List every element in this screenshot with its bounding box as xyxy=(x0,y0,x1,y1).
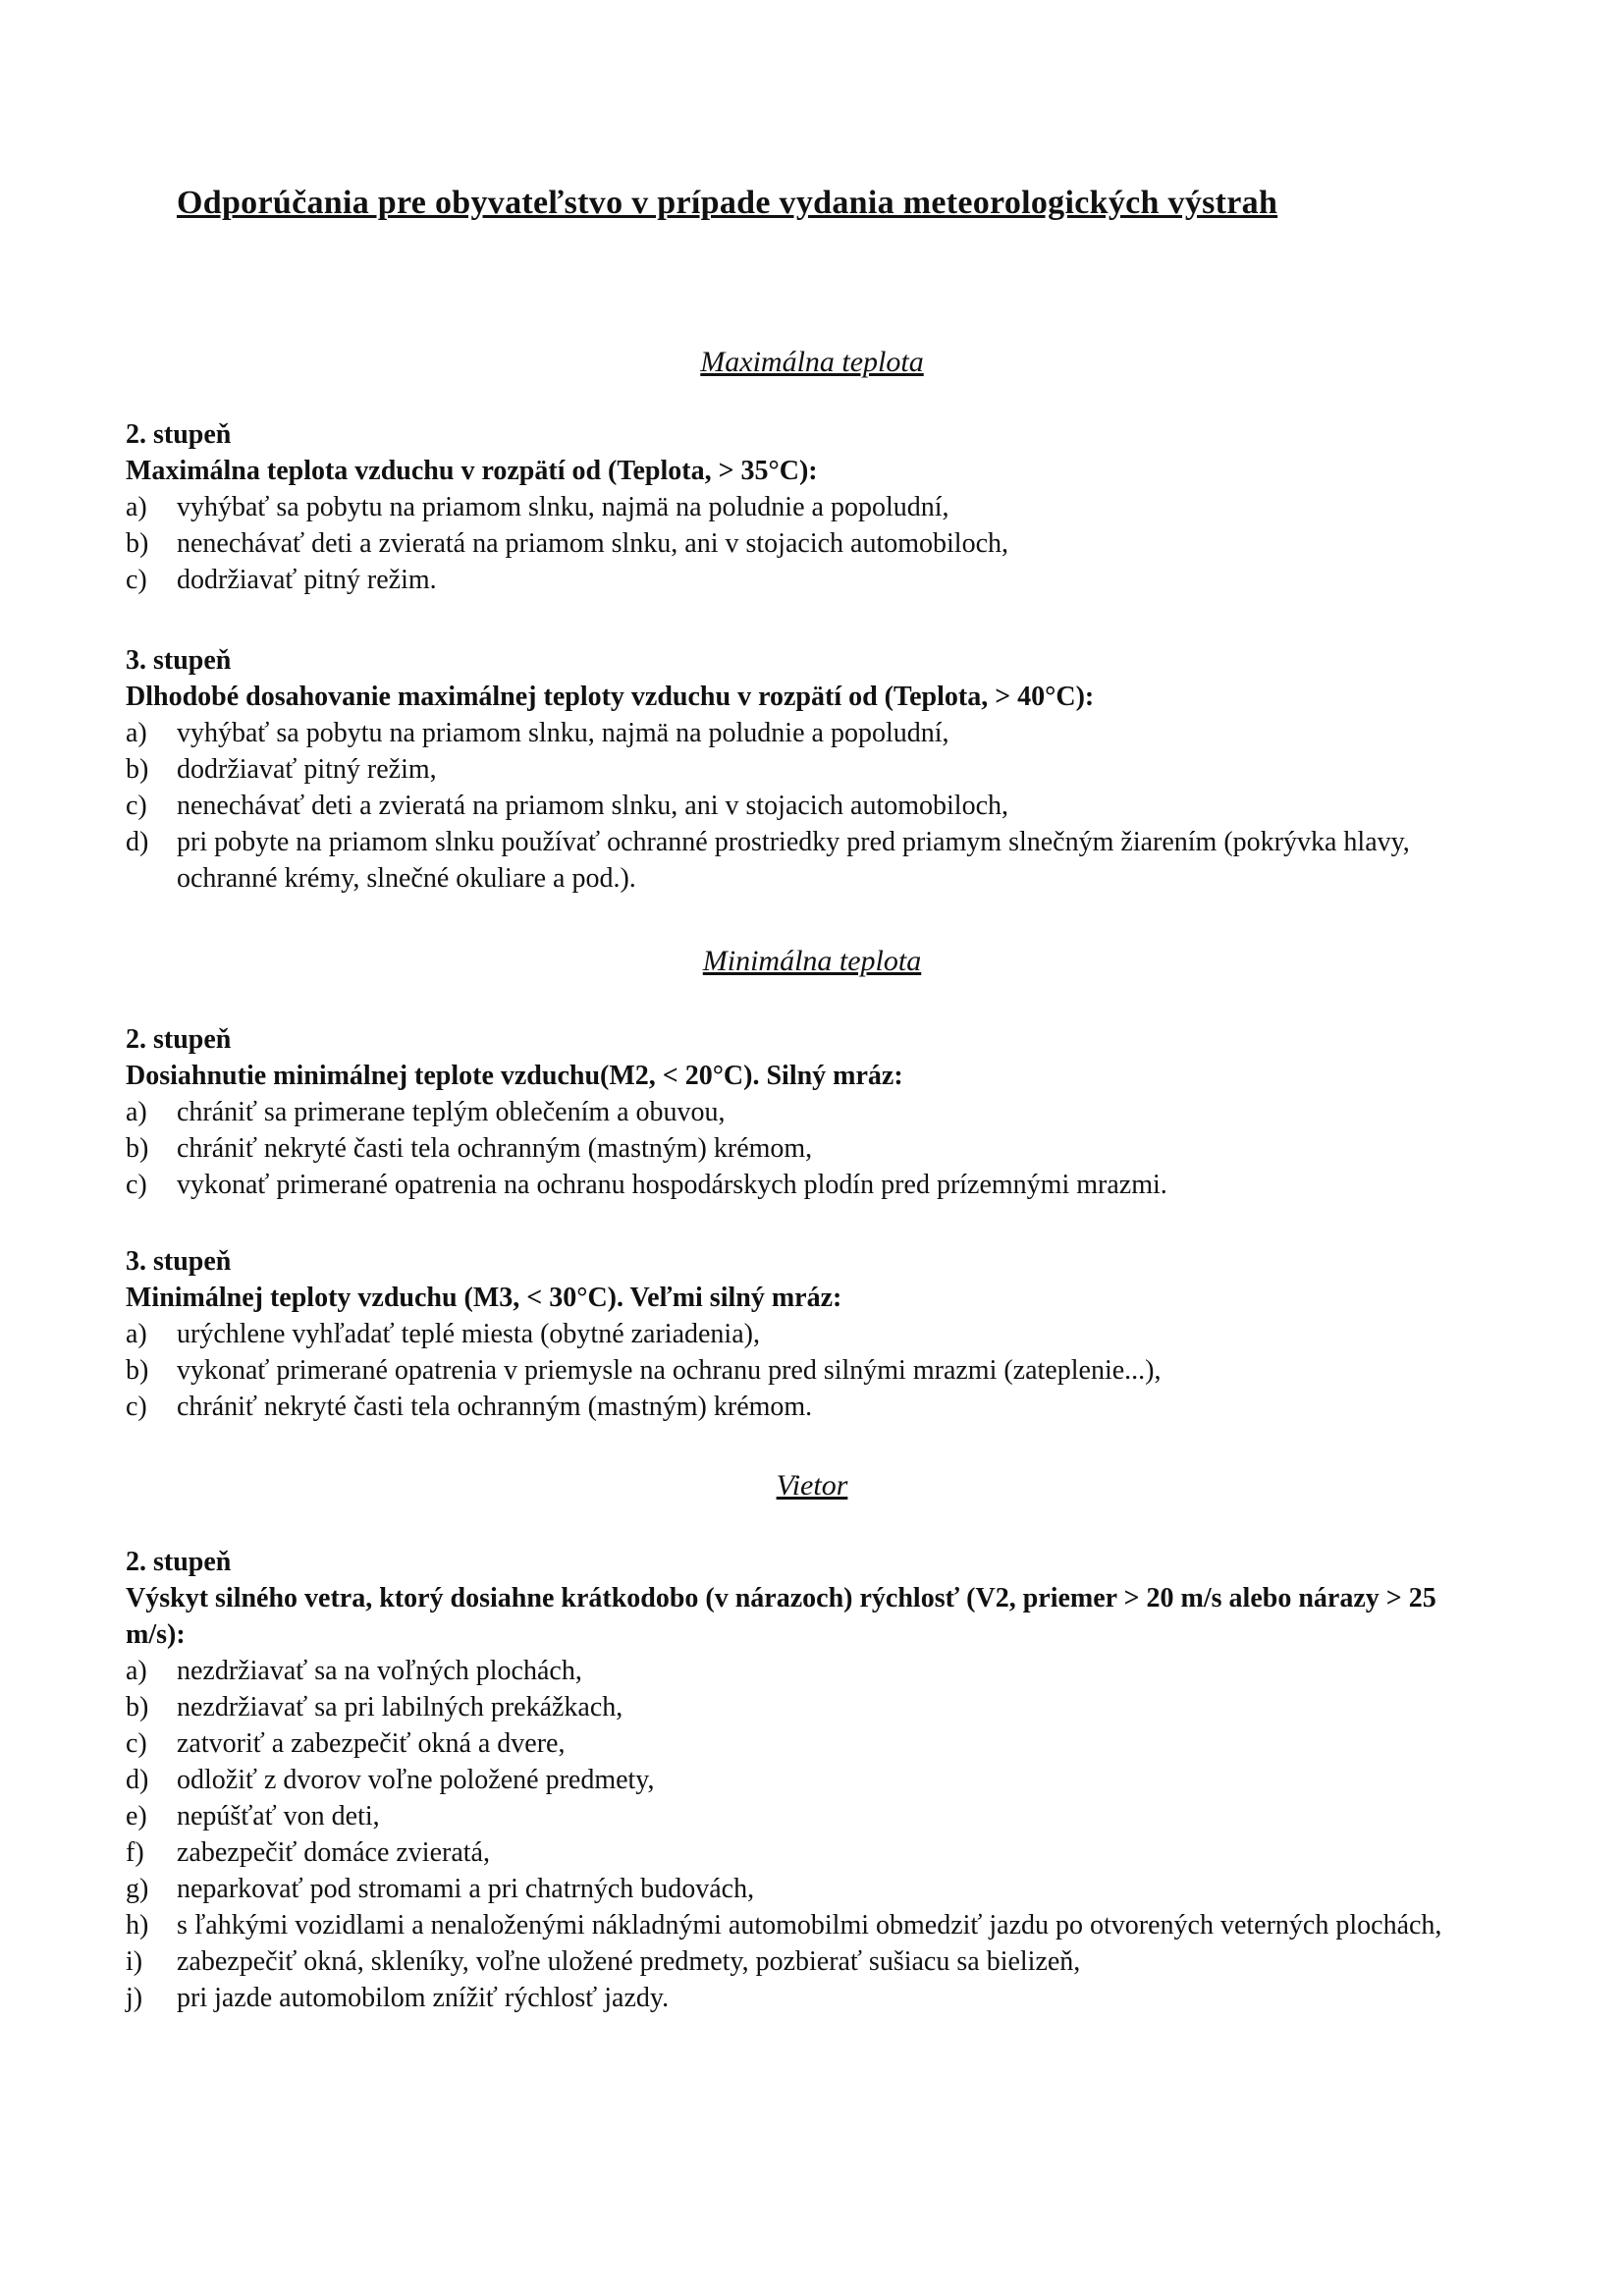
list-item xyxy=(126,1834,1481,1871)
list-item xyxy=(126,562,1481,598)
item-text: nenechávať deti a zvieratá na priamom slnku, ani v stojacich automobiloch, xyxy=(177,791,1008,821)
list-item xyxy=(126,1094,1481,1130)
list-item xyxy=(126,788,1481,824)
list-item xyxy=(126,1907,1481,1943)
item-letter: f) xyxy=(126,1837,144,1868)
item-text: chrániť nekryté časti tela ochranným (mastným) krémom. xyxy=(177,1392,813,1422)
item-text: vyhýbať sa pobytu na priamom slnku, najmä na poludnie a popoludní, xyxy=(177,718,949,748)
item-text: nepúšťať von deti, xyxy=(177,1801,380,1831)
level-criterion: Maximálna teplota vzduchu v rozpätí od (Teplota, > 35°C): xyxy=(126,456,818,486)
list-item xyxy=(126,1798,1481,1834)
item-letter: a) xyxy=(126,1656,147,1686)
list-item xyxy=(126,1689,1481,1725)
item-letter: c) xyxy=(126,1728,147,1759)
document-title: Odporúčania pre obyvateľstvo v prípade vydania meteorologických výstrah xyxy=(177,185,1278,221)
item-text: zatvoriť a zabezpečiť okná a dvere, xyxy=(177,1728,566,1759)
list-item xyxy=(126,715,1481,751)
level-label: 3. stupeň xyxy=(126,645,232,676)
item-text: nezdržiavať sa pri labilných prekážkach, xyxy=(177,1692,623,1722)
item-letter: c) xyxy=(126,565,147,595)
item-letter: a) xyxy=(126,1097,147,1127)
min-temp-level-2 xyxy=(126,1021,1481,1203)
item-letter: b) xyxy=(126,1355,149,1386)
item-text: vykonať primerané opatrenia v priemysle na ochranu pred silnými mrazmi (zateplenie...), xyxy=(177,1355,1162,1386)
item-text: chrániť nekryté časti tela ochranným (mastným) krémom, xyxy=(177,1133,813,1164)
item-text: zabezpečiť domáce zvieratá, xyxy=(177,1837,490,1868)
item-text: chrániť sa primerane teplým oblečením a obuvou, xyxy=(177,1097,726,1127)
max-temp-level-3 xyxy=(126,642,1481,897)
item-letter: c) xyxy=(126,1170,147,1200)
wind-level-2 xyxy=(126,1544,1481,2016)
item-text: nezdržiavať sa na voľných plochách, xyxy=(177,1656,582,1686)
item-letter: d) xyxy=(126,827,149,857)
section-heading-wind: Vietor xyxy=(776,1469,848,1502)
item-letter: b) xyxy=(126,754,149,785)
list-item xyxy=(126,525,1481,562)
item-letter: i) xyxy=(126,1946,143,1977)
list-item xyxy=(126,1167,1481,1203)
item-letter: h) xyxy=(126,1910,149,1941)
item-letter: a) xyxy=(126,492,147,522)
item-text: nenechávať deti a zvieratá na priamom slnku, ani v stojacich automobiloch, xyxy=(177,528,1008,559)
item-text: s ľahkými vozidlami a nenaloženými nákladnými automobilmi obmedziť jazdu po otvorených veterných plochách, xyxy=(177,1910,1442,1941)
min-temp-level-3 xyxy=(126,1243,1481,1425)
item-letter: c) xyxy=(126,1392,147,1422)
level-criterion: Dlhodobé dosahovanie maximálnej teploty vzduchu v rozpätí od (Teplota, > 40°C): xyxy=(126,682,1095,712)
item-text: urýchlene vyhľadať teplé miesta (obytné zariadenia), xyxy=(177,1319,760,1349)
section-heading-min-temp: Minimálna teplota xyxy=(702,945,922,977)
list-item xyxy=(126,1389,1481,1425)
level-label: 2. stupeň xyxy=(126,1024,232,1055)
item-letter: j) xyxy=(126,1983,143,2013)
item-letter: g) xyxy=(126,1874,149,1904)
list-item xyxy=(126,1352,1481,1389)
section-heading-max-temp: Maximálna teplota xyxy=(700,346,924,378)
item-letter: a) xyxy=(126,1319,147,1349)
list-item xyxy=(126,1871,1481,1907)
level-label: 2. stupeň xyxy=(126,419,232,450)
item-text: pri pobyte na priamom slnku používať ochranné prostriedky pred priamym slnečným žiarením (pokrývka hlavy, ochranné krémy, slnečné okuliare a pod.). xyxy=(177,827,1410,894)
item-text: zabezpečiť okná, skleníky, voľne uložené predmety, pozbierať sušiacu sa bielizeň, xyxy=(177,1946,1081,1977)
list-item xyxy=(126,1762,1481,1798)
list-item xyxy=(126,1130,1481,1167)
item-letter: e) xyxy=(126,1801,147,1831)
list-item xyxy=(126,751,1481,788)
item-letter: a) xyxy=(126,718,147,748)
max-temp-level-2 xyxy=(126,416,1481,598)
item-text: dodržiavať pitný režim, xyxy=(177,754,437,785)
list-item xyxy=(126,489,1481,525)
item-text: neparkovať pod stromami a pri chatrných budovách, xyxy=(177,1874,755,1904)
list-item xyxy=(126,1725,1481,1762)
level-label: 3. stupeň xyxy=(126,1246,232,1277)
list-item xyxy=(126,824,1481,897)
level-criterion: Minimálnej teploty vzduchu (M3, < 30°C). Veľmi silný mráz: xyxy=(126,1283,842,1313)
item-letter: d) xyxy=(126,1765,149,1795)
item-letter: b) xyxy=(126,1692,149,1722)
level-criterion: Dosiahnutie minimálnej teplote vzduchu(M2, < 20°C). Silný mráz: xyxy=(126,1061,903,1091)
level-criterion: Výskyt silného vetra, ktorý dosiahne krátkodobo (v nárazoch) rýchlosť (V2, priemer > 20 m/s alebo nárazy > 25 m/s): xyxy=(126,1583,1436,1650)
item-text: vykonať primerané opatrenia na ochranu hospodárskych plodín pred prízemnými mrazmi. xyxy=(177,1170,1167,1200)
level-label: 2. stupeň xyxy=(126,1547,232,1577)
item-text: vyhýbať sa pobytu na priamom slnku, najmä na poludnie a popoludní, xyxy=(177,492,949,522)
item-letter: b) xyxy=(126,1133,149,1164)
item-text: dodržiavať pitný režim. xyxy=(177,565,437,595)
item-text: pri jazde automobilom znížiť rýchlosť jazdy. xyxy=(177,1983,670,2013)
list-item xyxy=(126,1980,1481,2016)
list-item xyxy=(126,1316,1481,1352)
item-letter: b) xyxy=(126,528,149,559)
item-letter: c) xyxy=(126,791,147,821)
list-item xyxy=(126,1943,1481,1980)
item-text: odložiť z dvorov voľne položené predmety, xyxy=(177,1765,655,1795)
list-item xyxy=(126,1653,1481,1689)
